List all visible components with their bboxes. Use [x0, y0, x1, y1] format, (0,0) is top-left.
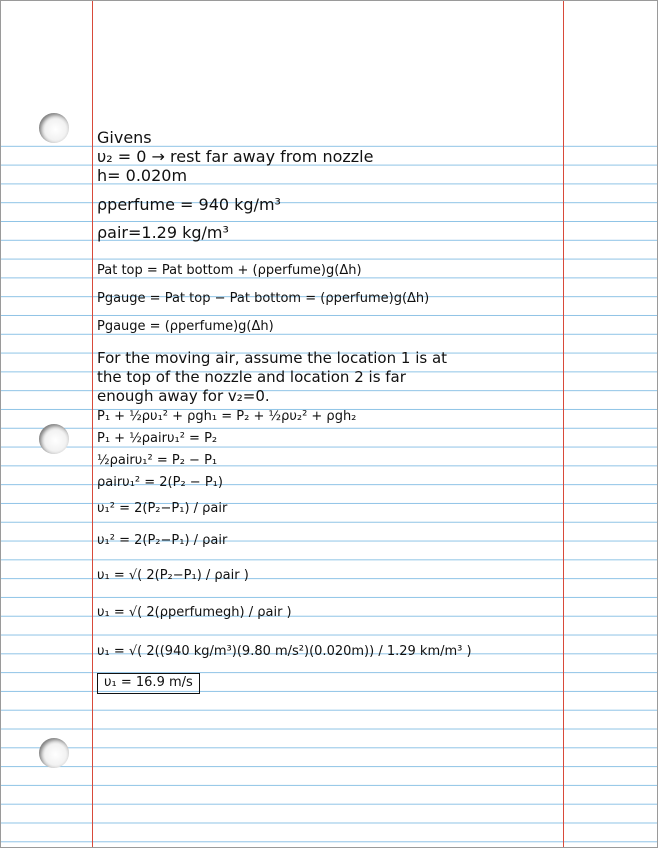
- note-line: ½ρairυ₁² = P₂ − P₁: [97, 452, 218, 468]
- note-line: P₁ + ½ρairυ₁² = P₂: [97, 430, 218, 446]
- binder-hole-top: [39, 113, 69, 143]
- note-line: ρperfume = 940 kg/m³: [97, 195, 281, 215]
- note-line: [97, 247, 552, 257]
- note-line: Pgauge = (ρperfume)g(Δh): [97, 319, 274, 335]
- note-line: ρair=1.29 kg/m³: [97, 223, 229, 243]
- note-line: [97, 341, 552, 349]
- note-line: υ₂ = 0 → rest far away from nozzle: [97, 146, 374, 166]
- handwritten-notes: [97, 129, 552, 702]
- note-line: υ₁² = 2(P₂−P₁) / ρair: [97, 532, 228, 548]
- note-line: υ₁² = 2(P₂−P₁) / ρair: [97, 500, 228, 516]
- binder-hole-bottom: [39, 738, 69, 768]
- note-line: υ₁ = √( 2(P₂−P₁) / ρair ): [97, 567, 249, 583]
- note-line: For the moving air, assume the location 1 is at: [97, 349, 448, 368]
- note-line: Pat top = Pat bottom + (ρperfume)g(Δh): [97, 263, 362, 279]
- right-margin-line: [563, 1, 564, 847]
- note-line: P₁ + ½ρυ₁² + ρgh₁ = P₂ + ½ρυ₂² + ρgh₂: [97, 408, 357, 424]
- binder-hole-middle: [39, 424, 69, 454]
- note-line: υ₁ = √( 2((940 kg/m³)(9.80 m/s²)(0.020m)) / 1.29 km/m³ ): [97, 643, 472, 659]
- final-answer-row: [97, 672, 552, 702]
- note-line: Pgauge = Pat top − Pat bottom = (ρperfume)g(Δh): [97, 291, 430, 307]
- note-line: ρairυ₁² = 2(P₂ − P₁): [97, 474, 223, 490]
- final-answer-box: υ₁ = 16.9 m/s: [97, 673, 200, 694]
- left-margin-line: [92, 1, 93, 847]
- note-line: enough away for v₂=0.: [97, 386, 270, 405]
- note-line: υ₁ = √( 2(ρperfumegh) / ρair ): [97, 604, 292, 620]
- note-line: Givens: [97, 128, 152, 147]
- note-line: h= 0.020m: [97, 165, 188, 185]
- note-line: the top of the nozzle and location 2 is far: [97, 368, 406, 387]
